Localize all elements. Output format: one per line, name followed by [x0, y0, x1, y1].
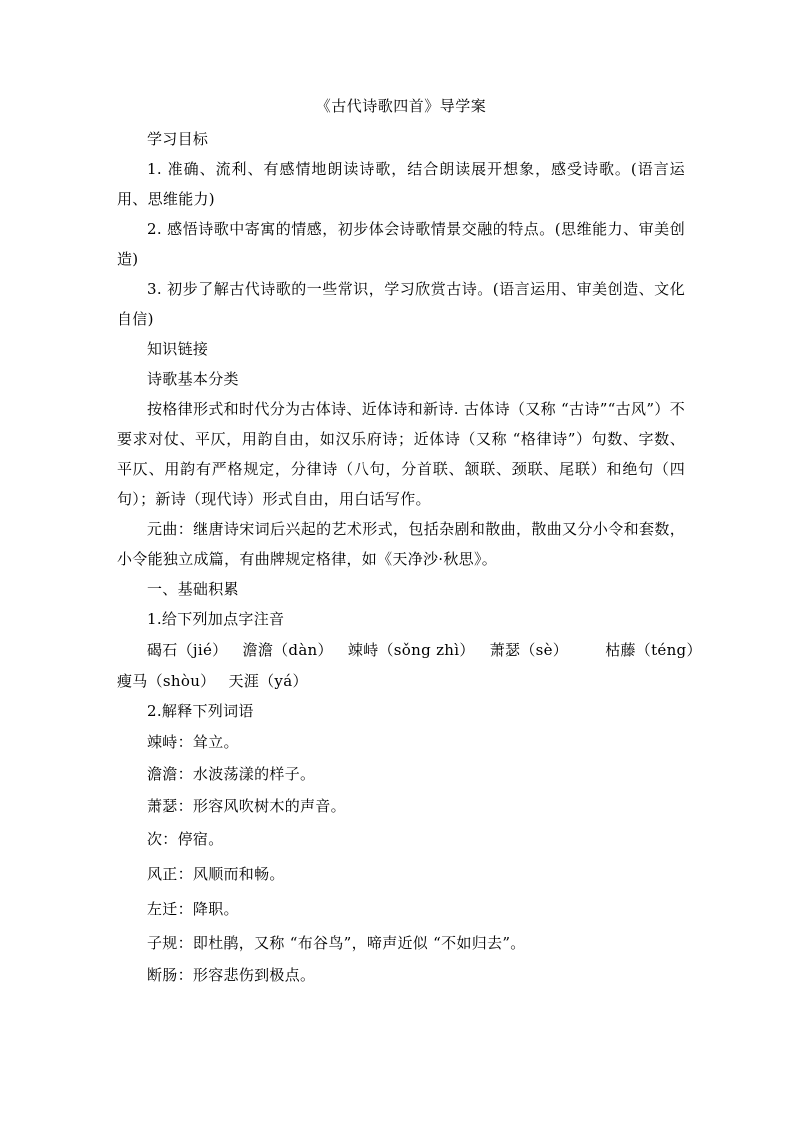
definition-item: 风正：风顺而和畅。: [147, 865, 285, 883]
pinyin-item: 天涯（yá）: [228, 672, 308, 690]
pinyin-item: 萧瑟（sè）: [489, 641, 569, 659]
definition-item: 断肠：形容悲伤到极点。: [147, 966, 316, 984]
pinyin-item: 澹澹（dàn）: [242, 641, 333, 659]
definition-item: 竦峙：耸立。: [147, 733, 239, 751]
knowledge-paragraph: 按格律形式和时代分为古体诗、近体诗和新诗. 古体诗（又称 “古诗”“古风”）不要求对仗、平仄，用韵自由，如汉乐府诗；近体诗（又称 “格律诗”）句数、字数、平仄、用韵有严格规定，分律诗（八句，分首联、颔联、颈联、尾联）和绝句（四句）；新诗（现代诗）形式自由，用白话写作。: [117, 400, 685, 508]
objective-item: 2. 感悟诗歌中寄寓的情感，初步体会诗歌情景交融的特点。(思维能力、审美创造): [117, 220, 685, 268]
question-definitions: 2.解释下列词语: [147, 702, 254, 720]
pinyin-row: [117, 666, 685, 696]
definition-item: 萧瑟：形容风吹树木的声音。: [147, 797, 346, 815]
section-heading-objectives: 学习目标: [147, 130, 209, 148]
definition-item: 子规：即杜鹃，又称 “布谷鸟”，啼声近似 “不如归去”。: [147, 934, 526, 952]
knowledge-paragraph: 元曲：继唐诗宋词后兴起的艺术形式，包括杂剧和散曲，散曲又分小令和套数，小令能独立成篇，有曲牌规定格律，如《天净沙·秋思》。: [117, 520, 685, 568]
definition-item: 左迁：降职。: [147, 900, 239, 918]
pinyin-item: 瘦马（shòu）: [117, 672, 216, 690]
subheading-poetry-classification: 诗歌基本分类: [147, 370, 239, 388]
objective-item: 3. 初步了解古代诗歌的一些常识，学习欣赏古诗。(语言运用、审美创造、文化自信): [117, 280, 685, 328]
document-title: 《古代诗歌四首》导学案: [315, 97, 487, 115]
section-heading-knowledge: 知识链接: [147, 340, 209, 358]
section-heading-basics: 一、基础积累: [147, 580, 239, 598]
question-pinyin: 1.给下列加点字注音: [147, 610, 285, 628]
definition-item: 次：停宿。: [147, 830, 224, 848]
pinyin-item: 碣石（jié）: [147, 641, 228, 659]
objective-item: 1. 准确、流利、有感情地朗读诗歌，结合朗读展开想象，感受诗歌。(语言运用、思维能力): [117, 160, 685, 208]
pinyin-item: 竦峙（sǒng zhì）: [347, 641, 475, 659]
definition-item: 澹澹：水波荡漾的样子。: [147, 765, 316, 783]
pinyin-row: [117, 634, 702, 666]
pinyin-item: 枯藤（téng）: [605, 641, 702, 659]
document-page: [117, 92, 702, 991]
